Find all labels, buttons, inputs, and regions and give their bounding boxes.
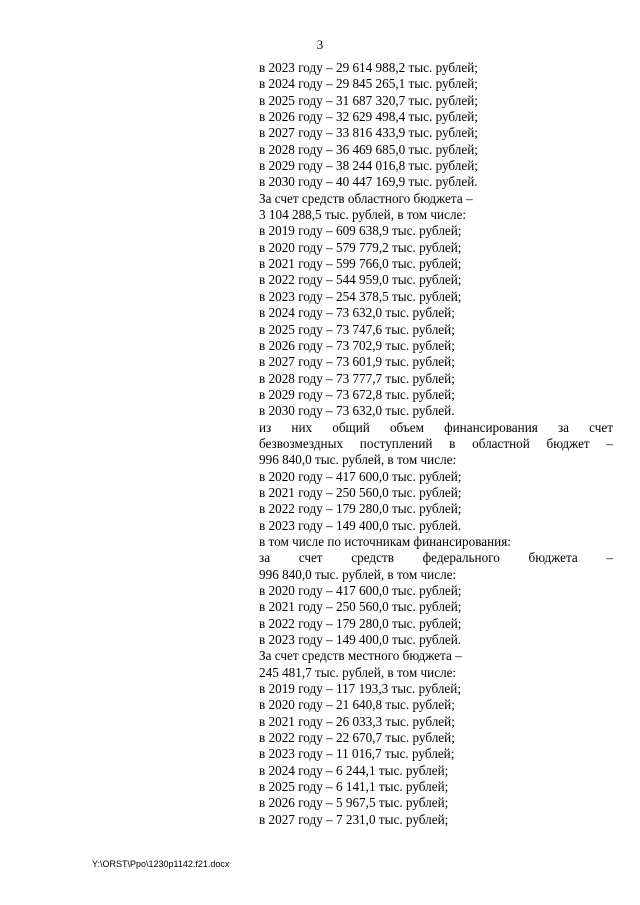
text-line: в 2023 году – 254 378,5 тыс. рублей;	[259, 288, 462, 304]
text-line: в 2020 году – 417 600,0 тыс. рублей;	[259, 468, 462, 484]
text-line: в 2029 году – 73 672,8 тыс. рублей;	[259, 386, 455, 402]
page-number: 3	[316, 37, 324, 52]
text-line: в 2025 году – 31 687 320,7 тыс. рублей;	[259, 92, 478, 108]
text-line: в 2019 году – 609 638,9 тыс. рублей;	[259, 223, 462, 239]
text-line: За счет средств местного бюджета –	[259, 648, 462, 664]
text-line: За счет средств областного бюджета –	[259, 190, 473, 206]
text-line: в 2024 году – 6 244,1 тыс. рублей;	[259, 762, 449, 778]
text-line: в 2019 году – 117 193,3 тыс. рублей;	[259, 681, 461, 697]
text-line: в 2026 году – 32 629 498,4 тыс. рублей;	[259, 109, 478, 125]
text-line: 3 104 288,5 тыс. рублей, в том числе:	[259, 207, 467, 223]
text-line: в 2023 году – 29 614 988,2 тыс. рублей;	[259, 60, 478, 75]
text-line: в 2022 году – 179 280,0 тыс. рублей;	[259, 615, 462, 631]
text-line: в 2030 году – 40 447 169,9 тыс. рублей.	[259, 174, 478, 190]
text-line: в 2022 году – 179 280,0 тыс. рублей;	[259, 501, 462, 517]
text-line: в 2026 году – 5 967,5 тыс. рублей;	[259, 795, 449, 811]
text-line: в 2027 году – 73 601,9 тыс. рублей;	[259, 354, 455, 370]
text-line: 245 481,7 тыс. рублей, в том числе:	[259, 664, 457, 680]
text-line: в 2021 году – 599 766,0 тыс. рублей;	[259, 256, 462, 272]
document-body	[259, 60, 613, 828]
text-line: в 2026 году – 73 702,9 тыс. рублей;	[259, 337, 455, 353]
text-line: в 2020 году – 417 600,0 тыс. рублей;	[259, 583, 462, 598]
text-line: в 2021 году – 250 560,0 тыс. рублей;	[259, 484, 462, 500]
text-line: в 2023 году – 149 400,0 тыс. рублей.	[259, 517, 462, 533]
text-line: в 2027 году – 7 231,0 тыс. рублей;	[259, 811, 449, 827]
text-line: в том числе по источникам финансирования:	[259, 533, 511, 549]
text-line: в 2025 году – 6 141,1 тыс. рублей;	[259, 779, 449, 795]
text-line: за счет средств федерального бюджета –	[259, 550, 613, 566]
text-line: в 2027 году – 33 816 433,9 тыс. рублей;	[259, 125, 478, 141]
text-line: в 2024 году – 73 632,0 тыс. рублей;	[259, 305, 455, 321]
text-line: в 2022 году – 544 959,0 тыс. рублей;	[259, 272, 462, 288]
text-line: 996 840,0 тыс. рублей, в том числе:	[259, 566, 457, 582]
file-path-footer: Y:\ORST\Ppo\1230p1142.f21.docx	[92, 859, 230, 869]
text-line: в 2021 году – 250 560,0 тыс. рублей;	[259, 599, 462, 615]
text-line: безвозмездных поступлений в областной бюджет –	[259, 435, 613, 451]
text-line: из них общий объем финансирования за счет	[259, 419, 613, 435]
text-line: в 2029 году – 38 244 016,8 тыс. рублей;	[259, 158, 478, 174]
text-line: в 2030 году – 73 632,0 тыс. рублей.	[259, 403, 455, 419]
text-line: в 2023 году – 11 016,7 тыс. рублей;	[259, 746, 455, 762]
text-line: в 2020 году – 579 779,2 тыс. рублей;	[259, 239, 462, 255]
text-line: в 2028 году – 36 469 685,0 тыс. рублей;	[259, 141, 478, 157]
text-line: в 2022 году – 22 670,7 тыс. рублей;	[259, 730, 455, 746]
text-line: в 2020 году – 21 640,8 тыс. рублей;	[259, 697, 455, 713]
text-line: 996 840,0 тыс. рублей, в том числе:	[259, 452, 457, 468]
text-line: в 2025 году – 73 747,6 тыс. рублей;	[259, 321, 455, 337]
text-line: в 2024 году – 29 845 265,1 тыс. рублей;	[259, 76, 478, 92]
text-line: в 2028 году – 73 777,7 тыс. рублей;	[259, 370, 455, 386]
text-line: в 2021 году – 26 033,3 тыс. рублей;	[259, 713, 455, 729]
text-line: в 2023 году – 149 400,0 тыс. рублей.	[259, 632, 462, 648]
